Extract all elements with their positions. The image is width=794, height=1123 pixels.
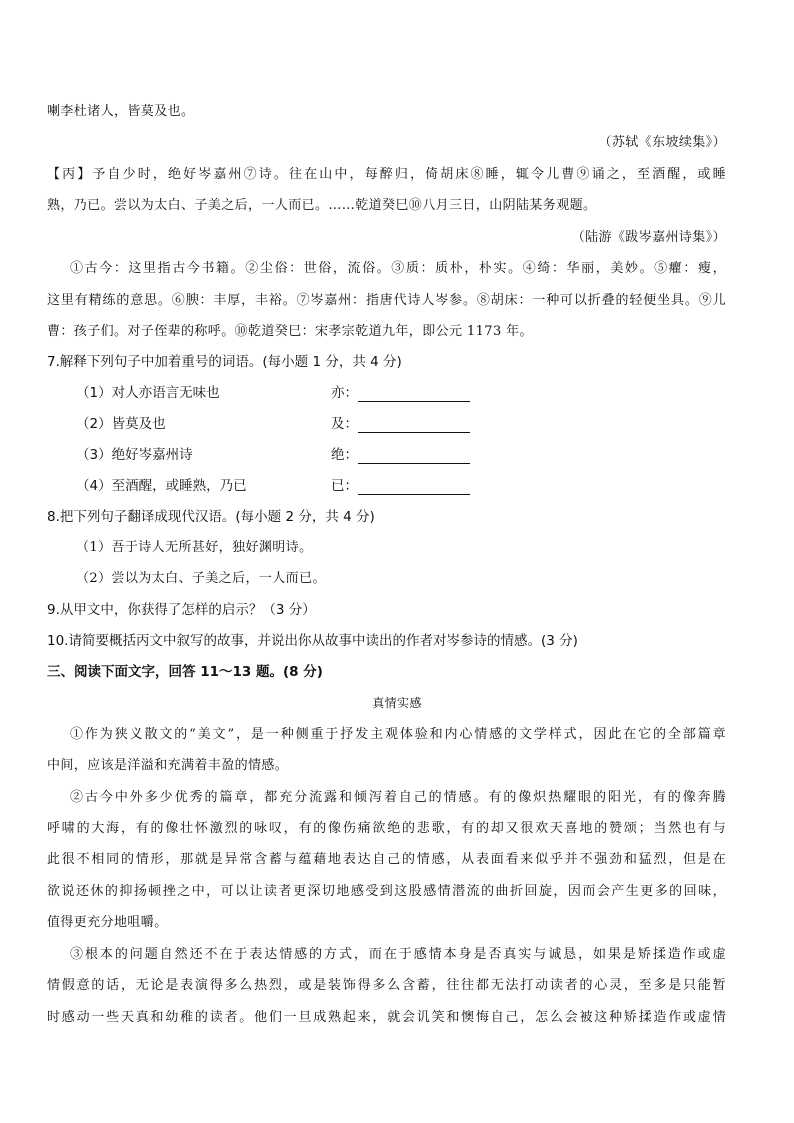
q7-item-2-sentence: （2）皆莫及也 [76,416,166,432]
notes-line-1: ①古今：这里指古今书籍。②尘俗：世俗，流俗。③质：质朴，朴实。④绮：华丽，美妙。⑤癯：瘦， [70,261,726,276]
article-p3-line-1: ③根本的问题自然还不在于表达情感的方式，而在于感情本身是否真实与诚恳，如果是矫揉造作或虚 [70,947,726,962]
passage-c-line-1: 【丙】予自少时，绝好岑嘉州⑦诗。往在山中，每醉归，倚胡床⑧睡，辄令儿曹⑨诵之，至酒醒，或睡 [47,167,726,182]
q10-title: 10.请简要概括丙文中叙写的故事，并说出你从故事中读出的作者对岑参诗的情感。(3 分) [47,633,578,649]
q7-item-1-answer-blank[interactable] [358,401,470,402]
article-p3-line-2: 情假意的话，无论是表演得多么热烈，或是装饰得多么含蓄，往往都无法打动读者的心灵，至多是只能暂 [47,978,726,993]
q7-item-3-sentence: （3）绝好岑嘉州诗 [76,447,193,463]
q9-title: 9.从甲文中，你获得了怎样的启示？（3 分） [47,602,316,618]
q7-item-4-sentence: （4）至酒醒，或睡熟，乃已 [76,478,247,494]
article-p2-line-3: 此很不相同的情形，那就是异常含蓄与蕴藉地表达自己的情感，从表面看来似乎并不强劲和猛烈，但是在 [47,852,726,867]
article-title: 真情实感 [372,696,422,710]
section-3-heading: 三、阅读下面文字，回答 11～13 题。(8 分) [47,664,323,680]
q7-item-2-answer-blank[interactable] [358,432,470,433]
q7-item-1-sentence: （1）对人亦语言无味也 [76,385,220,401]
q8-item-2: （2）尝以为太白、子美之后，一人而已。 [76,571,326,586]
article-p2-line-1: ②古今中外多少优秀的篇章，都充分流露和倾泻着自己的情感。有的像炽热耀眼的阳光，有的像奔腾 [70,790,726,805]
passage-b-line: 喇李杜诸人，皆莫及也。 [47,104,195,119]
passage-c-line-2: 熟，乃已。尝以为太白、子美之后，一人而已。……乾道癸巳⑩八月三日，山阴陆某务观题。 [47,198,597,213]
article-p1-line-2: 中间，应该是洋溢和充满着丰盈的情感。 [47,758,289,773]
article-p2-line-2: 呼啸的大海，有的像壮怀激烈的咏叹，有的像伤痛欲绝的悲歌，有的却又很欢天喜地的赞颂；当然也有与 [47,821,726,836]
q7-item-1-word: 亦： [331,385,358,401]
q7-title: 7.解释下列句子中加着重号的词语。(每小题 1 分，共 4 分) [47,354,402,370]
q8-title: 8.把下列句子翻译成现代汉语。(每小题 2 分，共 4 分) [47,509,375,525]
passage-b-source: （苏轼《东坡续集》） [598,135,726,150]
notes-line-3: 曹：孩子们。对子侄辈的称呼。⑩乾道癸巳：宋孝宗乾道九年，即公元 1173 年。 [47,324,533,339]
q7-item-2-word: 及： [331,416,358,432]
notes-line-2: 这里有精练的意思。⑥腴：丰厚，丰裕。⑦岑嘉州：指唐代诗人岑参。⑧胡床：一种可以折叠的轻便坐具。⑨儿 [47,293,726,308]
article-p1-line-1: ①作为狭义散文的“美文”，是一种侧重于抒发主观体验和内心情感的文学样式，因此在它的全部篇章 [70,727,726,742]
article-p2-line-4: 欲说还休的抑扬顿挫之中，可以让读者更深切地感受到这股感情潜流的曲折回旋，因而会产生更多的回味， [47,884,726,899]
article-p3-line-3: 时感动一些天真和幼稚的读者。他们一旦成熟起来，就会讥笑和懊悔自己，怎么会被这种矫揉造作或虚情 [47,1010,726,1025]
q8-item-1: （1）吾于诗人无所甚好，独好渊明诗。 [76,540,313,555]
q7-item-4-answer-blank[interactable] [358,494,470,495]
passage-c-source: （陆游《跋岑嘉州诗集》） [571,230,726,245]
q7-item-3-answer-blank[interactable] [358,463,470,464]
q7-item-3-word: 绝： [331,447,358,463]
article-p2-line-5: 值得更充分地咀嚼。 [47,915,168,930]
q7-item-4-word: 已： [331,478,358,494]
